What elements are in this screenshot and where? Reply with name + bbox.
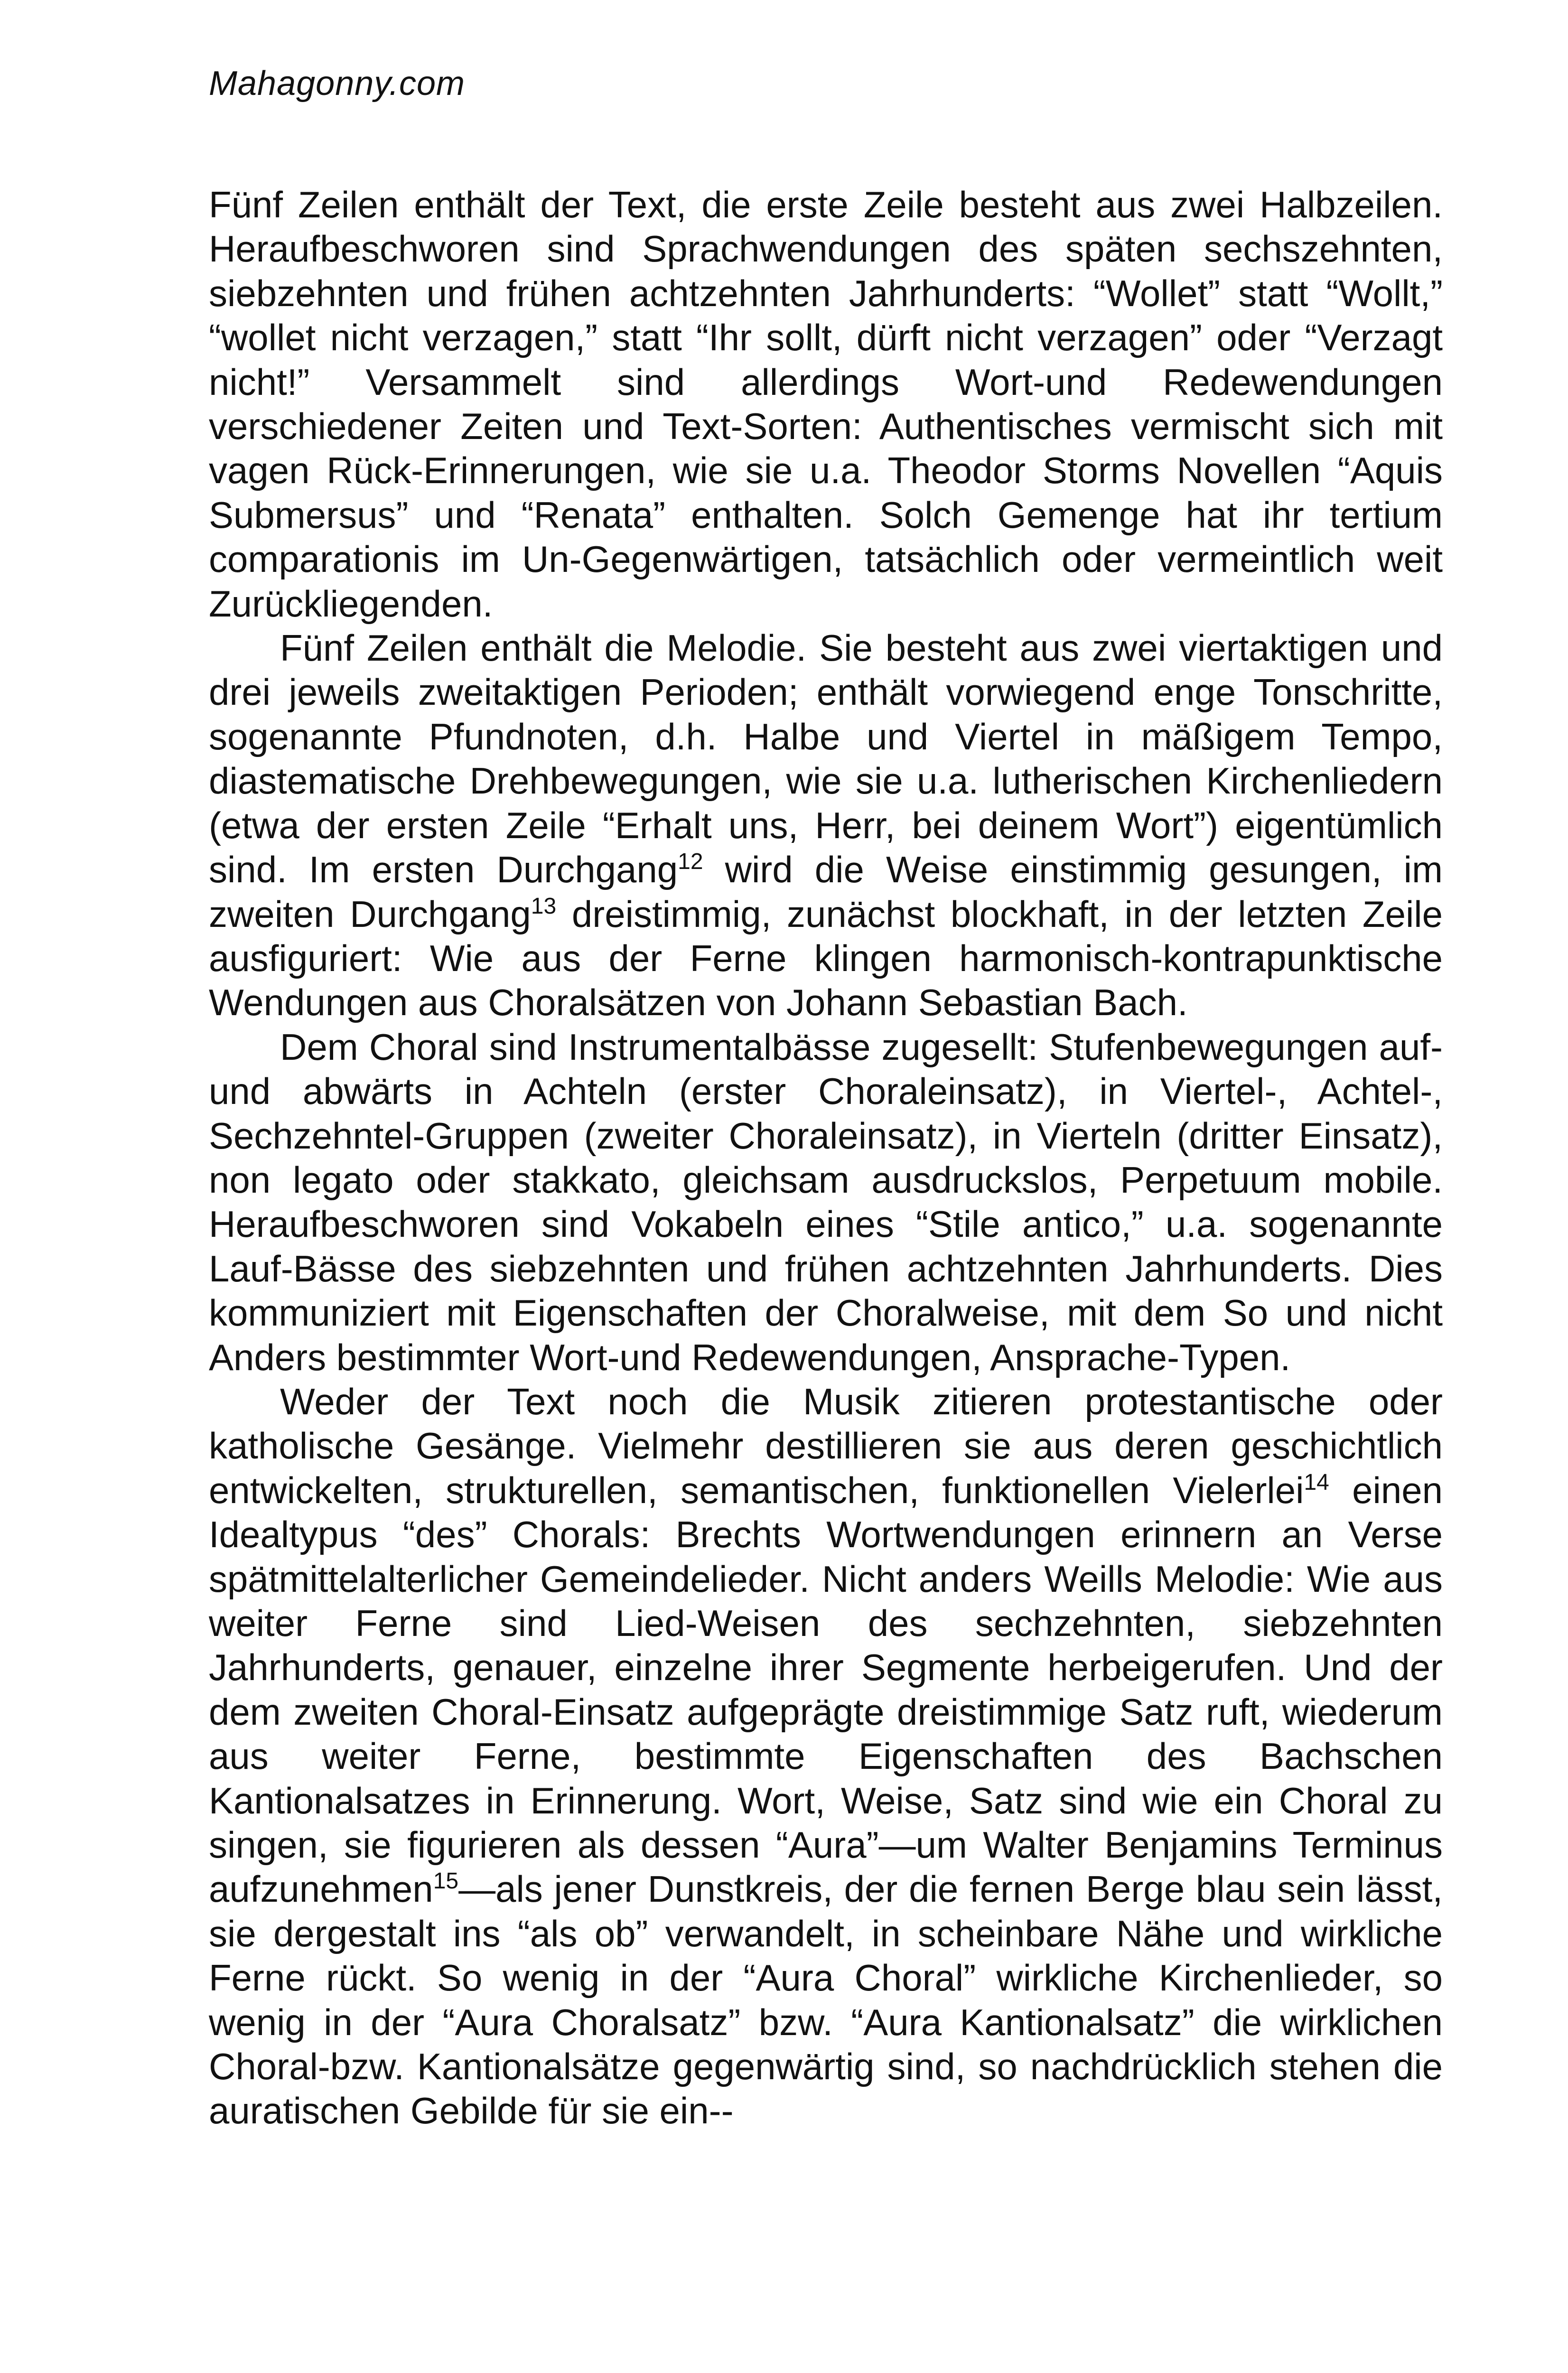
paragraph-4 bbox=[209, 1380, 1443, 2133]
paragraph-4-text-1: Weder der Text noch die Musik zitieren protestantische oder katholische Gesänge. Vielmehr destillieren sie aus deren geschichtlich entwickelten, strukturellen, semantischen, funktionellen Vielerlei bbox=[209, 1380, 1443, 1511]
footnote-ref-14: 14 bbox=[1304, 1469, 1329, 1495]
footnote-ref-15: 15 bbox=[433, 1869, 459, 1894]
paragraph-2-text-1: Fünf Zeilen enthält die Melodie. Sie besteht aus zwei viertaktigen und drei jeweils zweitaktigen Perioden; enthält vorwiegend enge Tonschritte, sogenannte Pfundnoten, d.h. Halbe und Viertel in mäßigem Tempo, diastematische Drehbewegungen, wie sie u.a. lutherischen Kirchenliedern (etwa der ersten Zeile “Erhalt uns, Herr, bei deinem Wort”) eigentümlich sind. Im ersten Durchgang bbox=[209, 627, 1443, 891]
paragraph-1-text-1: Fünf Zeilen enthält der Text, die erste Zeile besteht aus zwei Halbzeilen. Heraufbeschworen sind Sprachwendungen des späten sechszehnten, siebzehnten und frühen achtzehnten Jahrhunderts: “Wollet” statt “Wollt,” “wollet nicht verzagen,” statt “Ihr sollt, dürft nicht verzagen” oder “Verzagt nicht!” Versammelt sind allerdings Wort-und Redewendungen verschiedener Zeiten und Text-Sorten: Authentisches vermischt sich mit vagen Rück-Erinnerungen, wie sie u.a. Theodor Storms Novellen “Aquis Submersus” und “Renata” enthalten. Solch Gemenge hat ihr tertium comparationis im Un-Gegenwärtigen, tatsächlich oder vermeintlich weit Zurückliegenden. bbox=[209, 184, 1443, 625]
body-text bbox=[209, 183, 1443, 2133]
paragraph-1 bbox=[209, 183, 1443, 626]
footnote-ref-13: 13 bbox=[531, 893, 557, 919]
paragraph-2-text-3: dreistimmig, zunächst blockhaft, in der letzten Zeile ausfiguriert: Wie aus der Ferne klingen harmonisch-kontrapunktische Wendungen aus Choralsätzen von Johann Sebastian Bach. bbox=[209, 893, 1443, 1024]
paragraph-3 bbox=[209, 1025, 1443, 1380]
paragraph-2 bbox=[209, 626, 1443, 1025]
paragraph-4-text-3: —als jener Dunstkreis, der die fernen Berge blau sein lässt, sie dergestalt ins “als ob” verwandelt, in scheinbare Nähe und wirkliche Ferne rückt. So wenig in der “Aura Choral” wirkliche Kirchenlieder, so wenig in der “Aura Choralsatz” bzw. “Aura Kantionalsatz” die wirklichen Choral-bzw. Kantionalsätze gegenwärtig sind, so nachdrücklich stehen die auratischen Gebilde für sie ein-- bbox=[209, 1868, 1443, 2132]
footnote-ref-12: 12 bbox=[678, 849, 703, 875]
paragraph-3-text-1: Dem Choral sind Instrumentalbässe zugesellt: Stufenbewegungen auf-und abwärts in Achteln (erster Choraleinsatz), in Viertel-, Achtel-, Sechzehntel-Gruppen (zweiter Choraleinsatz), in Vierteln (dritter Einsatz), non legato oder stakkato, gleichsam ausdruckslos, Perpetuum mobile. Heraufbeschworen sind Vokabeln eines “Stile antico,” u.a. sogenannte Lauf-Bässe des siebzehnten und frühen achtzehnten Jahrhunderts. Dies kommuniziert mit Eigenschaften der Choralweise, mit dem So und nicht Anders bestimmter Wort-und Redewendungen, Ansprache-Typen. bbox=[209, 1026, 1443, 1378]
paragraph-4-text-2: einen Idealtypus “des” Chorals: Brechts Wortwendungen erinnern an Verse spätmittelalterlicher Gemeindelieder. Nicht anders Weills Melodie: Wie aus weiter Ferne sind Lied-Weisen des sechzehnten, siebzehnten Jahrhunderts, genauer, einzelne ihrer Segmente herbeigerufen. Und der dem zweiten Choral-Einsatz aufgeprägte dreistimmige Satz ruft, wiederum aus weiter Ferne, bestimmte Eigenschaften des Bachschen Kantionalsatzes in Erinnerung. Wort, Weise, Satz sind wie ein Choral zu singen, sie figurieren als dessen “Aura”—um Walter Benjamins Terminus aufzunehmen bbox=[209, 1469, 1443, 1910]
paragraph-2-text-2: wird die Weise einstimmig gesungen, im zweiten Durchgang bbox=[209, 849, 1443, 935]
running-head: Mahagonny.com bbox=[209, 65, 465, 103]
